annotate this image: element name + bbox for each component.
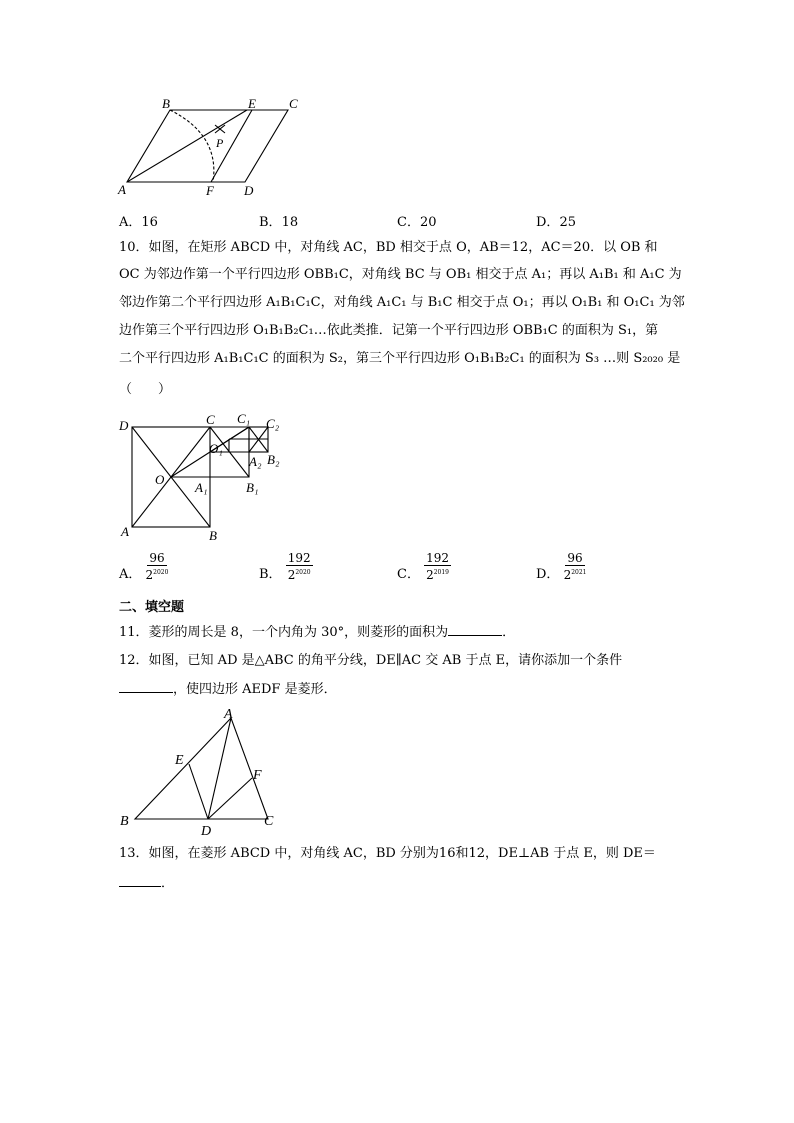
q10-line-5: 二个平行四边形 A₁B₁C₁C 的面积为 S₂，第三个平行四边形 O₁B₁B₂C₁ 的面积为 S₃ …则 S₂₀₂₀ 是 bbox=[119, 351, 681, 366]
label-C1: C₁ bbox=[237, 411, 251, 426]
q12-line-2: ，使四边形 AEDF 是菱形． bbox=[119, 680, 337, 699]
section-heading: 二、填空题 bbox=[119, 600, 185, 615]
label-A2: A₂ bbox=[249, 454, 262, 469]
q10-line-2: OC 为邻边作第一个平行四边形 OBB₁C，对角线 BC 与 OB₁ 相交于点 A₁；再以 A₁B₁ 和 A₁C 为 bbox=[119, 267, 682, 282]
q12-answer-blank[interactable] bbox=[119, 680, 173, 693]
figure-q10-rectangle bbox=[115, 408, 295, 548]
figure-q12-triangle bbox=[115, 704, 285, 839]
q10-option-b[interactable]: B． $\frac{192}{2^{2020}}$ bbox=[259, 551, 311, 582]
label-E: E bbox=[248, 96, 256, 111]
label-D: D bbox=[201, 824, 212, 839]
q13-answer-blank[interactable] bbox=[119, 874, 161, 887]
label-B: B bbox=[162, 96, 170, 111]
label-O: O bbox=[155, 472, 165, 487]
q11-text: 11．菱形的周长是 8，一个内角为 30°，则菱形的面积为 bbox=[119, 625, 449, 640]
label-E: E bbox=[175, 753, 184, 768]
q10-option-c[interactable]: C． $\frac{192}{2^{2019}}$ bbox=[397, 551, 449, 582]
label-P: P bbox=[216, 136, 224, 150]
q12-line-1: 12．如图，已知 AD 是△ABC 的角平分线，DE∥AC 交 AB 于点 E，请你添加一个条件 bbox=[119, 653, 623, 668]
label-C: C bbox=[206, 412, 215, 427]
label-B: B bbox=[209, 528, 217, 543]
q10-option-a[interactable]: A． $\frac{96}{2^{2020}}$ bbox=[119, 551, 169, 582]
label-C2: C₂ bbox=[266, 416, 280, 431]
label-A: A bbox=[224, 707, 233, 722]
q13-line-2: ． bbox=[119, 874, 174, 893]
q10-line-6: （ ） bbox=[119, 382, 172, 397]
q11-line: 11．菱形的周长是 8，一个内角为 30°，则菱形的面积为 ． bbox=[119, 625, 516, 640]
label-F: F bbox=[253, 768, 262, 783]
label-C: C bbox=[264, 814, 274, 829]
q10-line-4: 边作第三个平行四边形 O₁B₁B₂C₁…依此类推．记第一个平行四边形 OBB₁C 的面积为 S₁，第 bbox=[119, 323, 659, 338]
label-B2: B₂ bbox=[267, 452, 280, 467]
q9-option-c[interactable]: C．20 bbox=[397, 215, 437, 230]
label-A1: A₁ bbox=[195, 480, 208, 495]
figure-q9-parallelogram bbox=[115, 95, 315, 205]
label-A: A bbox=[121, 524, 129, 539]
q11-answer-blank[interactable] bbox=[448, 623, 502, 636]
label-A: A bbox=[118, 182, 126, 197]
label-O1: O₁ bbox=[209, 441, 223, 456]
q10-line-3: 邻边作第二个平行四边形 A₁B₁C₁C，对角线 A₁C₁ 与 B₁C 相交于点 O₁；再以 O₁B₁ 和 O₁C₁ 为邻 bbox=[119, 295, 685, 310]
q9-option-d[interactable]: D．25 bbox=[536, 215, 576, 230]
label-B: B bbox=[120, 814, 129, 829]
label-B1: B₁ bbox=[246, 480, 259, 495]
q9-option-a[interactable]: A．16 bbox=[119, 215, 158, 230]
label-F: F bbox=[206, 183, 214, 198]
q10-options bbox=[119, 551, 679, 585]
label-C: C bbox=[289, 96, 298, 111]
label-D: D bbox=[119, 418, 129, 433]
label-D: D bbox=[244, 183, 254, 198]
q10-option-d[interactable]: D． $\frac{96}{2^{2021}}$ bbox=[536, 551, 587, 582]
q10-line-1: 10．如图，在矩形 ABCD 中，对角线 AC，BD 相交于点 O，AB＝12，AC＝20．以 OB 和 bbox=[119, 240, 658, 255]
q9-option-b[interactable]: B．18 bbox=[259, 215, 299, 230]
q13-line-1: 13．如图，在菱形 ABCD 中，对角线 AC，BD 分别为16和12，DE⊥AB 于点 E，则 DE＝ bbox=[119, 846, 656, 861]
